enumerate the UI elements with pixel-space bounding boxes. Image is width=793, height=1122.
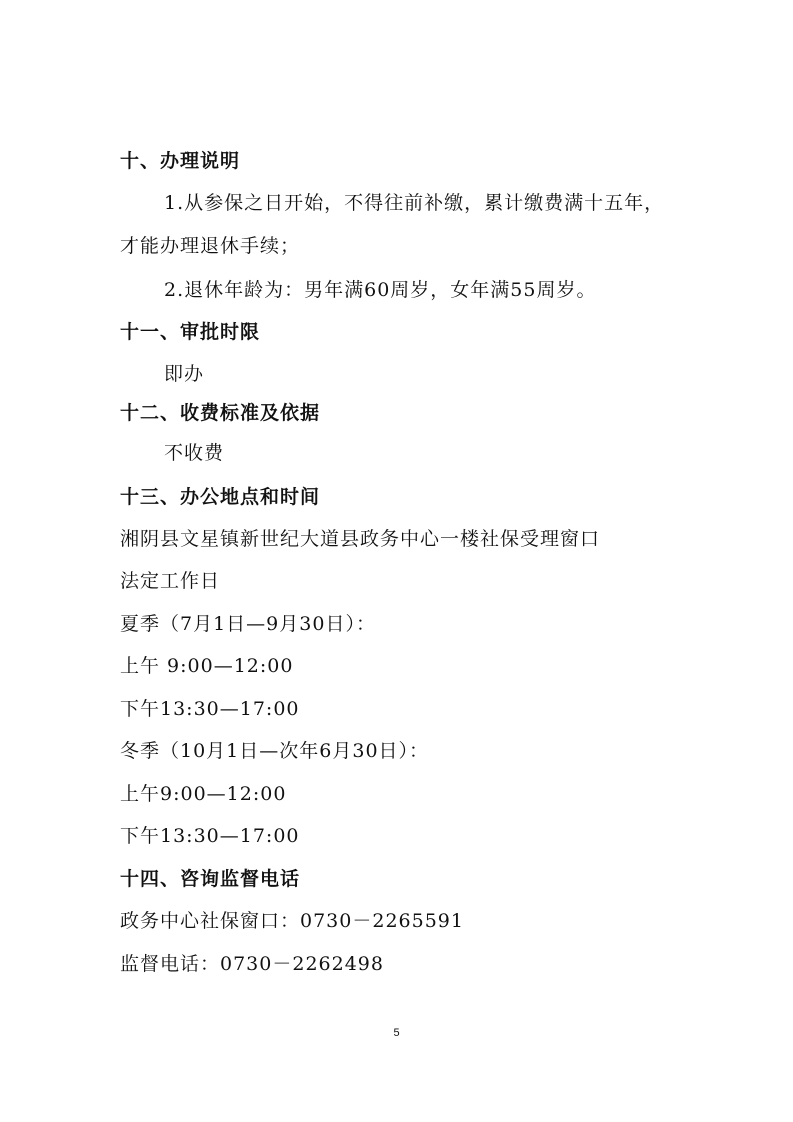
paragraph-retirement-age: 2.退休年龄为：男年满60周岁，女年满55周岁。 bbox=[164, 279, 597, 301]
page-number: 5 bbox=[393, 1027, 400, 1039]
paragraph-office-address: 湘阴县文星镇新世纪大道县政务中心一楼社保受理窗口 bbox=[120, 528, 601, 550]
paragraph-winter-period: 冬季（10月1日—次年6月30日）： bbox=[120, 740, 430, 762]
paragraph-contribution-rule-continued: 才能办理退休手续； bbox=[120, 235, 301, 257]
paragraph-winter-morning-hours: 上午9:00—12:00 bbox=[120, 783, 287, 805]
paragraph-winter-afternoon-hours: 下午13:30—17:00 bbox=[120, 825, 300, 847]
section-heading-handling-notes: 十、办理说明 bbox=[120, 150, 241, 172]
paragraph-working-days: 法定工作日 bbox=[120, 570, 221, 592]
paragraph-summer-morning-hours: 上午 9:00—12:00 bbox=[120, 655, 294, 677]
section-heading-approval-time: 十一、审批时限 bbox=[120, 321, 261, 343]
paragraph-approval-time: 即办 bbox=[164, 363, 205, 385]
section-heading-consultation-phone: 十四、咨询监督电话 bbox=[120, 868, 301, 890]
paragraph-summer-afternoon-hours: 下午13:30—17:00 bbox=[120, 698, 300, 720]
paragraph-summer-period: 夏季（7月1日—9月30日）： bbox=[120, 613, 376, 635]
paragraph-contribution-rule: 1.从参保之日开始，不得往前补缴，累计缴费满十五年， bbox=[164, 192, 665, 214]
paragraph-service-window-phone: 政务中心社保窗口：0730－2265591 bbox=[120, 910, 464, 932]
paragraph-fee-standard: 不收费 bbox=[164, 442, 225, 464]
section-heading-office-location-hours: 十三、办公地点和时间 bbox=[120, 486, 321, 508]
section-heading-fee-standard: 十二、收费标准及依据 bbox=[120, 402, 321, 424]
paragraph-supervision-phone: 监督电话：0730－2262498 bbox=[120, 953, 384, 975]
